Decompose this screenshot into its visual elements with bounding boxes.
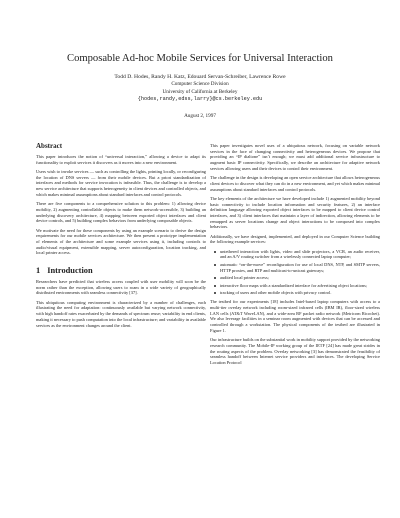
paper-date: August 2, 1997: [184, 112, 216, 119]
author-list: Todd D. Hodes, Randy H. Katz, Edouard Servan-Schreiber, Lawrence Rowe: [114, 74, 286, 80]
body-paragraph: The challenge in the design is developing an open service architecture that allows heterogeneous client devices to discover what they can do in a new environment, and yet which makes minimal assumptions about standard interfaces and control protocols.: [210, 175, 380, 192]
right-column: [210, 143, 380, 369]
body-paragraph: Researchers have predicted that wireless access coupled with user mobility will soon be the norm rather than the exception, allowing users to roam in a wide variety of geographically distributed environments with seamless connectivity [37].: [36, 279, 206, 296]
author-block: [0, 74, 400, 120]
abstract-paragraph: We motivate the need for these components by using an example scenario to derive the design requirements for our mobile services architecture. We then present a prototype implementation of elements of the architecture and some example services using it, including controls to audio/visual equipment, extensible mapping, server autoconfiguration, location tracking, and local printer access.: [36, 227, 206, 256]
abstract-paragraph: There are five components to a comprehensive solution to this problem: 1) allowing device mobility, 2) augmenting controllable objects to make them network-accessible, 3) building an underlying discovery architecture, 4) mapping between exported object interfaces and client device controls, and 5) building complex behaviors from underlying composable objects.: [36, 201, 206, 224]
abstract-paragraph: Users wish to invoke services — such as controlling the lights, printing locally, or reconfiguring the location of DNS servers — from their mobile devices. But a priori standardization of interfaces and methods for service invocation is infeasible. Thus, the challenge is to develop a new service architecture that supports heterogeneity in client devices and controlled objects, and which makes minimal assumptions about standard interfaces and control protocols.: [36, 169, 206, 197]
abstract-heading: Abstract: [36, 142, 63, 150]
list-item: untethered interaction with lights, video and slide projectors, a VCR, an audio receiver, and an A/V routing switcher from a wirelessly connected laptop computer;: [220, 248, 380, 260]
section-heading-introduction: [36, 266, 206, 275]
services-list: [210, 249, 380, 296]
body-paragraph: The testbed for our experiments [18] includes Intel-based laptop computers with access to a multi-tier overlay network including room-sized infrared cells (IBM IR), floor-sized wireless LAN cells (AT&T WaveLAN), and a wide-area RF packet radio network (Metricom Ricochet). We also leverage facilities in a seminar room augmented with devices that can be accessed and controlled through a workstation. The physical components of the testbed are illustrated in Figure 1.: [210, 299, 380, 333]
author-email: {hodes,randy,edss,larry}@cs.berkeley.edu: [137, 96, 263, 103]
list-item: automatic “on-the-move” reconfiguration for use of local DNS, NTP, and SMTP servers, HTTP proxies, and RTP and multicast-to-unicast gateways;: [220, 261, 380, 273]
body-paragraph: This ubiquitous computing environment is characterized by a number of challenges, each illustrating the need for adaptation: continuously available but varying network connectivity, with high handoff rates exacerbated by the demands of spectrum reuse; variability in end clients, making it necessary to push computation into the local infrastructure; and variability in available services as the environment changes around the client.: [36, 299, 206, 328]
section-number: 1: [36, 266, 41, 276]
body-paragraph: The key elements of the architecture we have developed include 1) augmented mobility beyond basic connectivity to include location information and security features, 2) an interface definition language allowing exported object interfaces to be mapped to client device control interfaces, and 3) client interfaces that maintain a layer of indirection, allowing elements to be remapped as server locations change and object interactions to be composed into complex behaviors.: [210, 195, 380, 230]
body-paragraph: This paper investigates novel uses of a ubiquitous network, focusing on variable network services in the face of changing connectivity and heterogeneous devices. We propose that providing an “IP dialtone” isn’t enough; we must add additional service infrastructure to augment basic IP connectivity. Specifically, we describe an architecture for adaptive network services allowing users and their devices to control their environment.: [210, 143, 380, 171]
section-title: Introduction: [47, 266, 93, 276]
paper-title: Composable Ad-hoc Mobile Services for Universal Interaction: [67, 53, 333, 64]
affiliation-university: University of California at Berkeley: [162, 88, 238, 95]
list-item: interactive floor maps with a standardized interface for advertising object locations;: [220, 283, 380, 289]
abstract-paragraph: This paper introduces the notion of “universal interaction,” allowing a device to adapt its functionality to exploit services it discovers as it moves into a new environment.: [36, 154, 206, 165]
list-item: tracking of users and other mobile objects with privacy control.: [220, 290, 380, 296]
left-column: [36, 142, 206, 332]
body-paragraph: Additionally, we have designed, implemented, and deployed in our Computer Science building the following example services:: [210, 233, 380, 245]
body-paragraph: Our infrastructure builds on the substantial work in mobility support provided by the networking research community. The Mobile-IP working group of the IETF [24] has made great strides in the routing aspects of the problem. Overlay networking [3] has demonstrated the feasibility of seamless handoff between Internet service providers and interfaces. The developing Service Location Protocol: [210, 337, 380, 365]
list-item: audited local printer access;: [220, 275, 380, 281]
affiliation-division: Computer Science Division: [171, 81, 229, 88]
